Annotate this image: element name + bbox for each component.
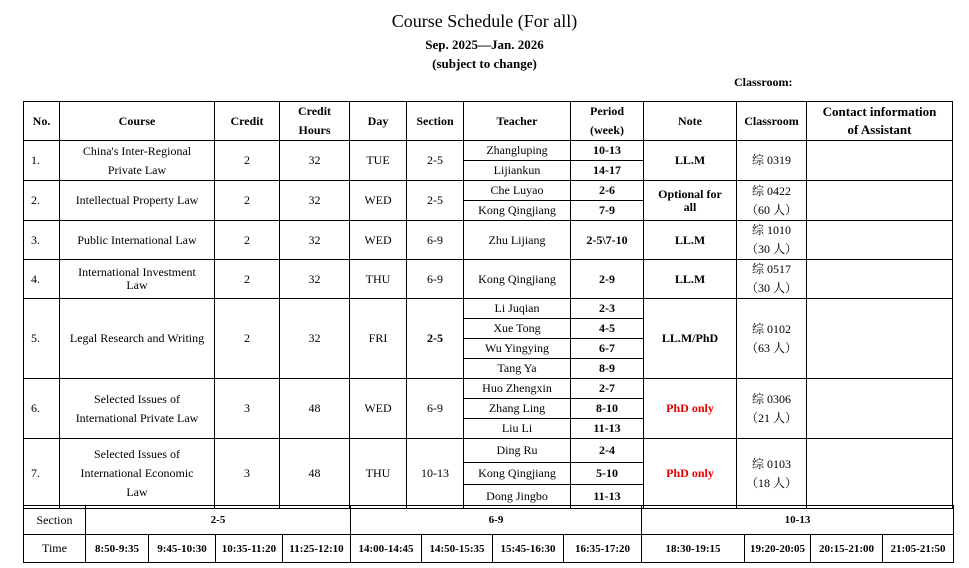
course-credit: 3 <box>215 379 280 439</box>
course-name-line: International Investment <box>78 265 196 279</box>
course-contact <box>807 439 953 509</box>
classroom-line: （63 人） <box>745 340 797 355</box>
page-title: Course Schedule (For all) <box>391 11 578 31</box>
teacher-period: 5-10 <box>571 463 644 485</box>
course-name: Public International Law <box>60 221 215 260</box>
classroom-label: Classroom: <box>734 75 793 89</box>
course-name: Legal Research and Writing <box>60 299 215 379</box>
classroom-line: 综 1010 <box>751 223 791 237</box>
header-note: Note <box>644 102 737 141</box>
course-credit: 2 <box>215 260 280 299</box>
teacher-period: 2-9 <box>571 260 644 299</box>
section-row <box>24 506 954 535</box>
classroom-line: （60 人） <box>745 202 797 217</box>
course-day: WED <box>350 379 407 439</box>
course-day: WED <box>350 221 407 260</box>
course-name <box>60 439 215 509</box>
header-period-line2: (week) <box>590 123 624 137</box>
time-slot: 15:45-16:30 <box>493 535 564 563</box>
teacher-name: Dong Jingbo <box>464 485 571 509</box>
course-note: LL.M <box>644 260 737 299</box>
teacher-name: Zhu Lijiang <box>464 221 571 260</box>
course-section: 2-5 <box>407 141 464 181</box>
time-slot: 14:00-14:45 <box>351 535 422 563</box>
header-credit-hours-line1: Credit <box>297 104 332 118</box>
course-hours: 32 <box>280 260 350 299</box>
course-name <box>60 141 215 181</box>
term-subtitle: Sep. 2025—Jan. 2026 <box>425 37 544 52</box>
teacher-period: 2-7 <box>571 379 644 399</box>
note-line: all <box>683 199 697 214</box>
classroom-line: （30 人） <box>745 281 797 295</box>
header-classroom: Classroom <box>737 102 807 141</box>
change-notice: (subject to change) <box>432 56 537 71</box>
classroom-line: （21 人） <box>745 410 797 425</box>
course-no: 1. <box>24 141 60 181</box>
course-name-line: Law <box>126 278 148 292</box>
course-day: TUE <box>350 141 407 181</box>
table-row <box>24 299 953 319</box>
section-label: Section <box>24 506 86 535</box>
classroom-line: 综 0422 <box>751 183 791 198</box>
section-afternoon: 6-9 <box>351 506 642 535</box>
classroom-line: 综 0103 <box>751 456 791 471</box>
course-contact <box>807 260 953 299</box>
header-contact-line2: of Assistant <box>847 122 912 137</box>
teacher-period: 2-5\7-10 <box>571 221 644 260</box>
teacher-period: 2-4 <box>571 439 644 463</box>
teacher-name: Liu Li <box>464 419 571 439</box>
course-credit: 2 <box>215 221 280 260</box>
course-note: LL.M/PhD <box>644 299 737 379</box>
course-hours: 32 <box>280 181 350 221</box>
header-contact <box>807 102 953 141</box>
teacher-period: 6-7 <box>571 339 644 359</box>
course-note: PhD only <box>644 379 737 439</box>
time-label: Time <box>24 535 86 563</box>
teacher-period: 4-5 <box>571 319 644 339</box>
course-credit: 2 <box>215 181 280 221</box>
header-period <box>571 102 644 141</box>
teacher-period: 2-6 <box>571 181 644 201</box>
course-name-line: China's Inter-Regional <box>82 143 192 158</box>
time-slot: 20:15-21:00 <box>811 535 883 563</box>
course-no: 3. <box>24 221 60 260</box>
teacher-name: Che Luyao <box>464 181 571 201</box>
time-slot: 14:50-15:35 <box>422 535 493 563</box>
course-section: 10-13 <box>407 439 464 509</box>
course-section: 2-5 <box>407 181 464 221</box>
classroom-line: 综 0319 <box>751 153 791 167</box>
teacher-period: 14-17 <box>571 161 644 181</box>
course-no: 7. <box>24 439 60 509</box>
teacher-period: 10-13 <box>571 141 644 161</box>
teacher-name: Wu Yingying <box>464 339 571 359</box>
course-classroom <box>737 299 807 379</box>
time-slot: 21:05-21:50 <box>883 535 954 563</box>
table-row <box>24 181 953 201</box>
teacher-period: 2-3 <box>571 299 644 319</box>
teacher-period: 8-10 <box>571 399 644 419</box>
teacher-name: Xue Tong <box>464 319 571 339</box>
header-contact-line1: Contact information <box>822 104 937 119</box>
time-slot: 16:35-17:20 <box>564 535 642 563</box>
teacher-name: Kong Qingjiang <box>464 463 571 485</box>
course-day: THU <box>350 439 407 509</box>
header-credit: Credit <box>215 102 280 141</box>
time-slot: 11:25-12:10 <box>283 535 351 563</box>
header-teacher: Teacher <box>464 102 571 141</box>
table-row <box>24 379 953 399</box>
section-morning: 2-5 <box>86 506 351 535</box>
course-name-line: International Economic <box>80 466 194 480</box>
table-row <box>24 260 953 299</box>
note-line: Optional for <box>658 186 722 201</box>
course-name-line: Selected Issues of <box>94 447 180 461</box>
teacher-name: Li Juqian <box>464 299 571 319</box>
course-classroom <box>737 141 807 181</box>
course-no: 2. <box>24 181 60 221</box>
course-hours: 48 <box>280 379 350 439</box>
course-contact <box>807 299 953 379</box>
course-day: THU <box>350 260 407 299</box>
course-hours: 48 <box>280 439 350 509</box>
course-contact <box>807 181 953 221</box>
teacher-period: 11-13 <box>571 485 644 509</box>
course-note: LL.M <box>644 141 737 181</box>
teacher-name: Kong Qingjiang <box>464 260 571 299</box>
course-note <box>644 181 737 221</box>
header-course: Course <box>60 102 215 141</box>
time-slot: 10:35-11:20 <box>216 535 283 563</box>
course-name <box>60 260 215 299</box>
course-day: FRI <box>350 299 407 379</box>
header-no: No. <box>24 102 60 141</box>
course-section: 6-9 <box>407 260 464 299</box>
classroom-line: 综 0517 <box>751 262 791 276</box>
course-no: 4. <box>24 260 60 299</box>
table-row <box>24 439 953 463</box>
course-credit: 2 <box>215 141 280 181</box>
course-section: 6-9 <box>407 221 464 260</box>
course-name <box>60 379 215 439</box>
course-credit: 2 <box>215 299 280 379</box>
course-no: 6. <box>24 379 60 439</box>
course-name-line: Private Law <box>107 162 167 177</box>
time-row <box>24 535 954 563</box>
header-row <box>24 102 953 141</box>
course-no: 5. <box>24 299 60 379</box>
course-classroom <box>737 260 807 299</box>
course-hours: 32 <box>280 221 350 260</box>
course-note: LL.M <box>644 221 737 260</box>
course-note: PhD only <box>644 439 737 509</box>
course-name: Intellectual Property Law <box>60 181 215 221</box>
header-day: Day <box>350 102 407 141</box>
teacher-period: 11-13 <box>571 419 644 439</box>
teacher-name: Huo Zhengxin <box>464 379 571 399</box>
course-hours: 32 <box>280 299 350 379</box>
course-contact <box>807 379 953 439</box>
header-period-line1: Period <box>590 104 624 118</box>
header-credit-hours-line2: Hours <box>298 123 331 137</box>
time-slot: 8:50-9:35 <box>86 535 149 563</box>
time-slot: 9:45-10:30 <box>149 535 216 563</box>
course-contact <box>807 221 953 260</box>
course-hours: 32 <box>280 141 350 181</box>
course-section: 2-5 <box>407 299 464 379</box>
teacher-name: Zhang Ling <box>464 399 571 419</box>
header-credit-hours <box>280 102 350 141</box>
classroom-line: 综 0306 <box>751 391 791 406</box>
course-classroom <box>737 439 807 509</box>
course-classroom <box>737 181 807 221</box>
timetable-footer <box>23 505 954 563</box>
course-classroom <box>737 379 807 439</box>
section-evening: 10-13 <box>642 506 954 535</box>
teacher-name: Lijiankun <box>464 161 571 181</box>
teacher-name: Kong Qingjiang <box>464 201 571 221</box>
course-name-line: Selected Issues of <box>94 391 180 406</box>
teacher-period: 8-9 <box>571 359 644 379</box>
course-classroom <box>737 221 807 260</box>
teacher-name: Tang Ya <box>464 359 571 379</box>
course-name-line: International Private Law <box>75 410 199 425</box>
header-section: Section <box>407 102 464 141</box>
table-row <box>24 141 953 161</box>
classroom-line: 综 0102 <box>751 321 791 336</box>
teacher-period: 7-9 <box>571 201 644 221</box>
course-name-line: Law <box>126 485 148 499</box>
classroom-line: （18 人） <box>745 475 797 490</box>
course-contact <box>807 141 953 181</box>
time-slot: 18:30-19:15 <box>642 535 745 563</box>
table-row <box>24 221 953 260</box>
course-credit: 3 <box>215 439 280 509</box>
teacher-name: Zhangluping <box>464 141 571 161</box>
teacher-name: Ding Ru <box>464 439 571 463</box>
course-day: WED <box>350 181 407 221</box>
classroom-line: （30 人） <box>745 242 797 256</box>
time-slot: 19:20-20:05 <box>745 535 811 563</box>
course-section: 6-9 <box>407 379 464 439</box>
schedule-table <box>23 101 953 509</box>
